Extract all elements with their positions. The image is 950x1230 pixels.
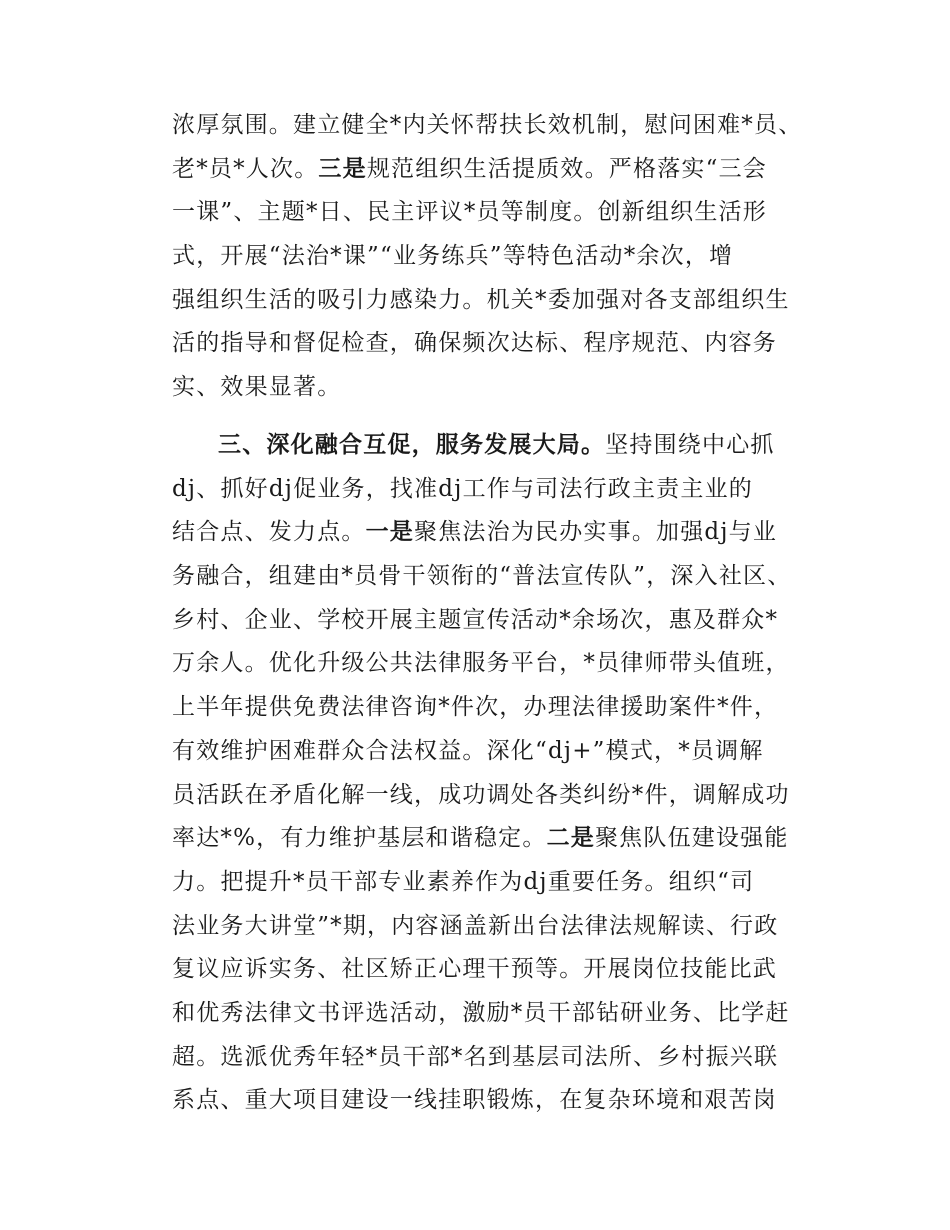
text-line: 系点、重大项目建设一线挂职锻炼，在复杂环境和艰苦岗 (172, 1087, 777, 1114)
text-line: 有效维护困难群众合法权益。深化“dj+”模式，*员调解 (172, 737, 764, 764)
text-line: 复议应诉实务、社区矫正心理干预等。开展岗位技能比武 (172, 956, 777, 983)
text-segment: 老*员*人次。 (172, 155, 319, 182)
text-line: 万余人。优化升级公共法律服务平台，*员律师带头值班， (172, 650, 790, 677)
text-line: 强组织生活的吸引力感染力。机关*委加强对各支部组织生 (172, 286, 790, 313)
text-line (172, 148, 832, 192)
paragraph-organization-life (172, 104, 832, 410)
text-line: 务融合，组建由*员骨干领衔的“普法宣传队”，深入社区、 (172, 563, 792, 590)
text-line (172, 424, 832, 468)
text-segment: 结合点、发力点。 (172, 519, 366, 546)
text-segment: 规范组织生活提质效。严格落实“三会 (366, 155, 767, 182)
text-line: 上半年提供免费法律咨询*件次，办理法律援助案件*件， (172, 694, 779, 721)
text-line: 和优秀法律文书评选活动，激励*员干部钻研业务、比学赶 (172, 999, 790, 1026)
text-line: 法业务大讲堂”*期，内容涵盖新出台法律法规解读、行政 (172, 912, 779, 939)
text-line: 式，开展“法治*课”“业务练兵”等特色活动*余次，增 (172, 243, 734, 270)
text-segment: 坚持围绕中心抓 (605, 432, 775, 458)
text-line (172, 511, 832, 555)
text-segment: 率达*%，有力维护基层和谐稳定。 (172, 825, 547, 852)
text-line: 活的指导和督促检查，确保频次达标、程序规范、内容务 (172, 330, 777, 357)
bold-marker-third: 三是 (318, 155, 367, 182)
text-line: 实、效果显著。 (172, 374, 342, 401)
bold-marker-second: 二是 (546, 825, 595, 852)
text-line: 浓厚氛围。建立健全*内关怀帮扶长效机制，慰问困难*员、 (172, 112, 803, 138)
text-line: 超。选派优秀年轻*员干部*名到基层司法所、乡村振兴联 (172, 1043, 779, 1070)
text-segment: 聚焦法治为民办实事。加强dj与业 (414, 519, 778, 546)
paragraph-integration-development (172, 424, 832, 1123)
text-line: dj、抓好dj促业务，找准dj工作与司法行政主责主业的 (172, 475, 753, 502)
text-line (172, 817, 832, 861)
bold-marker-first: 一是 (365, 519, 415, 546)
text-line: 一课”、主题*日、民主评议*员等制度。创新组织生活形 (172, 199, 767, 226)
section-heading: 三、深化融合互促，服务发展大局。 (218, 432, 606, 458)
text-line: 力。把提升*员干部专业素养作为dj重要任务。组织“司 (172, 868, 755, 895)
text-line: 乡村、企业、学校开展主题宣传活动*余场次，惠及群众* (172, 606, 779, 633)
text-line: 员活跃在矛盾化解一线，成功调处各类纠纷*件，调解成功 (172, 781, 790, 808)
text-segment: 聚焦队伍建设强能 (594, 825, 789, 852)
